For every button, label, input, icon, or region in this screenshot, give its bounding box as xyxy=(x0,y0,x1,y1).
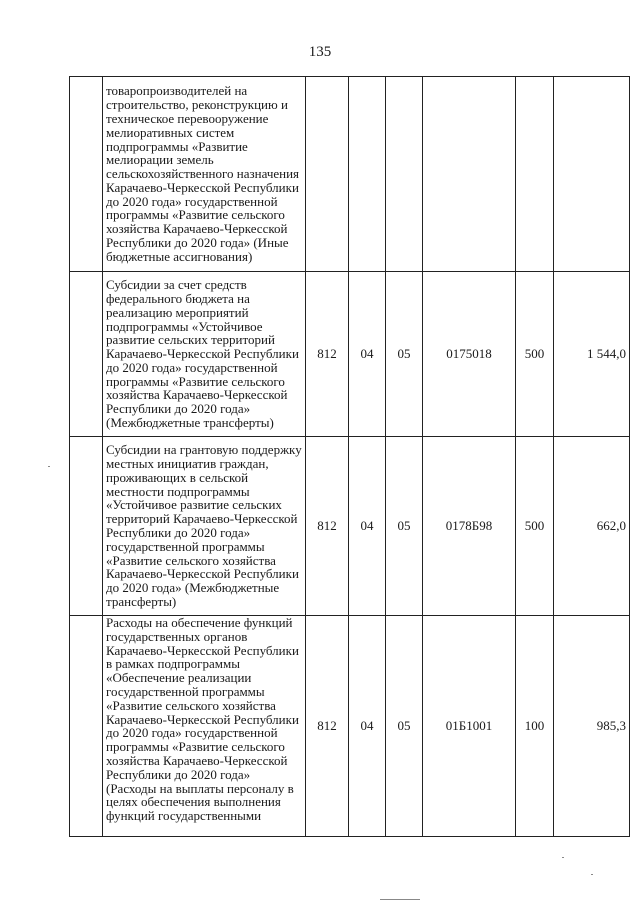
pr-cell: 05 xyxy=(386,616,423,837)
description-text: Субсидии на грантовую поддержку местных инициатив граждан, проживающих в сельской местности подпрограммы «Устойчивое развитие сельских территорий Карачаево-Черкесской Республики до 2020 года» государственной программы «Развитие сельского хозяйства Карачаево-Черкесской Республики до 2020 года» (Межбюджетные трансферты) xyxy=(106,442,302,609)
scan-speck xyxy=(380,899,420,900)
csr-cell: 0175018 xyxy=(423,272,516,437)
table-row xyxy=(70,616,630,837)
pr-cell: 05 xyxy=(386,437,423,616)
sum-cell: 1 544,0 xyxy=(554,272,630,437)
row-number-cell xyxy=(70,437,103,616)
pr-cell: 05 xyxy=(386,272,423,437)
gr-cell: 812 xyxy=(306,437,349,616)
rz-cell xyxy=(349,77,386,272)
sum-cell: 985,3 xyxy=(554,616,630,837)
rz-cell: 04 xyxy=(349,272,386,437)
description-cell xyxy=(103,437,306,616)
page-number: 135 xyxy=(308,44,332,60)
row-number-cell xyxy=(70,616,103,837)
sum-cell xyxy=(554,77,630,272)
vr-cell: 100 xyxy=(516,616,554,837)
vr-cell xyxy=(516,77,554,272)
row-number-cell xyxy=(70,272,103,437)
description-cell xyxy=(103,77,306,272)
csr-cell: 01Б1001 xyxy=(423,616,516,837)
scan-speck xyxy=(48,466,50,467)
row-number-cell xyxy=(70,77,103,272)
description-text: товаропроизводителей на строительство, реконструкцию и техническое перевооружение мелиоративных систем подпрограммы «Развитие мелиорации земель сельскохозяйственного назначения Карачаево-Черкесской Республики до 2020 года» государственной программы «Развитие сельского хозяйства Карачаево-Черкесской Республики до 2020 года» (Иные бюджетные ассигнования) xyxy=(106,83,300,264)
gr-cell: 812 xyxy=(306,616,349,837)
description-cell xyxy=(103,272,306,437)
table-row xyxy=(70,272,630,437)
vr-cell: 500 xyxy=(516,272,554,437)
description-text: Расходы на обеспечение функций государственных органов Карачаево-Черкесской Республики в рамках подпрограммы «Обеспечение реализации государственной программы «Развитие сельского хозяйства Карачаево-Черкесской Республики до 2020 года» государственной программы «Развитие сельского хозяйства Карачаево-Черкесской Республики до 2020 года» (Расходы на выплаты персоналу в целях обеспечения выполнения функций государственными xyxy=(106,615,299,824)
budget-table xyxy=(69,76,630,837)
rz-cell: 04 xyxy=(349,437,386,616)
pr-cell xyxy=(386,77,423,272)
gr-cell: 812 xyxy=(306,272,349,437)
scan-speck xyxy=(562,857,564,858)
sum-cell: 662,0 xyxy=(554,437,630,616)
vr-cell: 500 xyxy=(516,437,554,616)
scan-speck xyxy=(591,874,593,875)
csr-cell xyxy=(423,77,516,272)
rz-cell: 04 xyxy=(349,616,386,837)
table-row xyxy=(70,77,630,272)
table-row xyxy=(70,437,630,616)
csr-cell: 0178Б98 xyxy=(423,437,516,616)
description-text: Субсидии за счет средств федерального бюджета на реализацию мероприятий подпрограммы «Устойчивое развитие сельских территорий Карачаево-Черкесской Республики до 2020 года» государственной программы «Развитие сельского хозяйства Карачаево-Черкесской Республики до 2020 года» (Межбюджетные трансферты) xyxy=(106,277,299,431)
gr-cell xyxy=(306,77,349,272)
description-cell xyxy=(103,616,306,837)
